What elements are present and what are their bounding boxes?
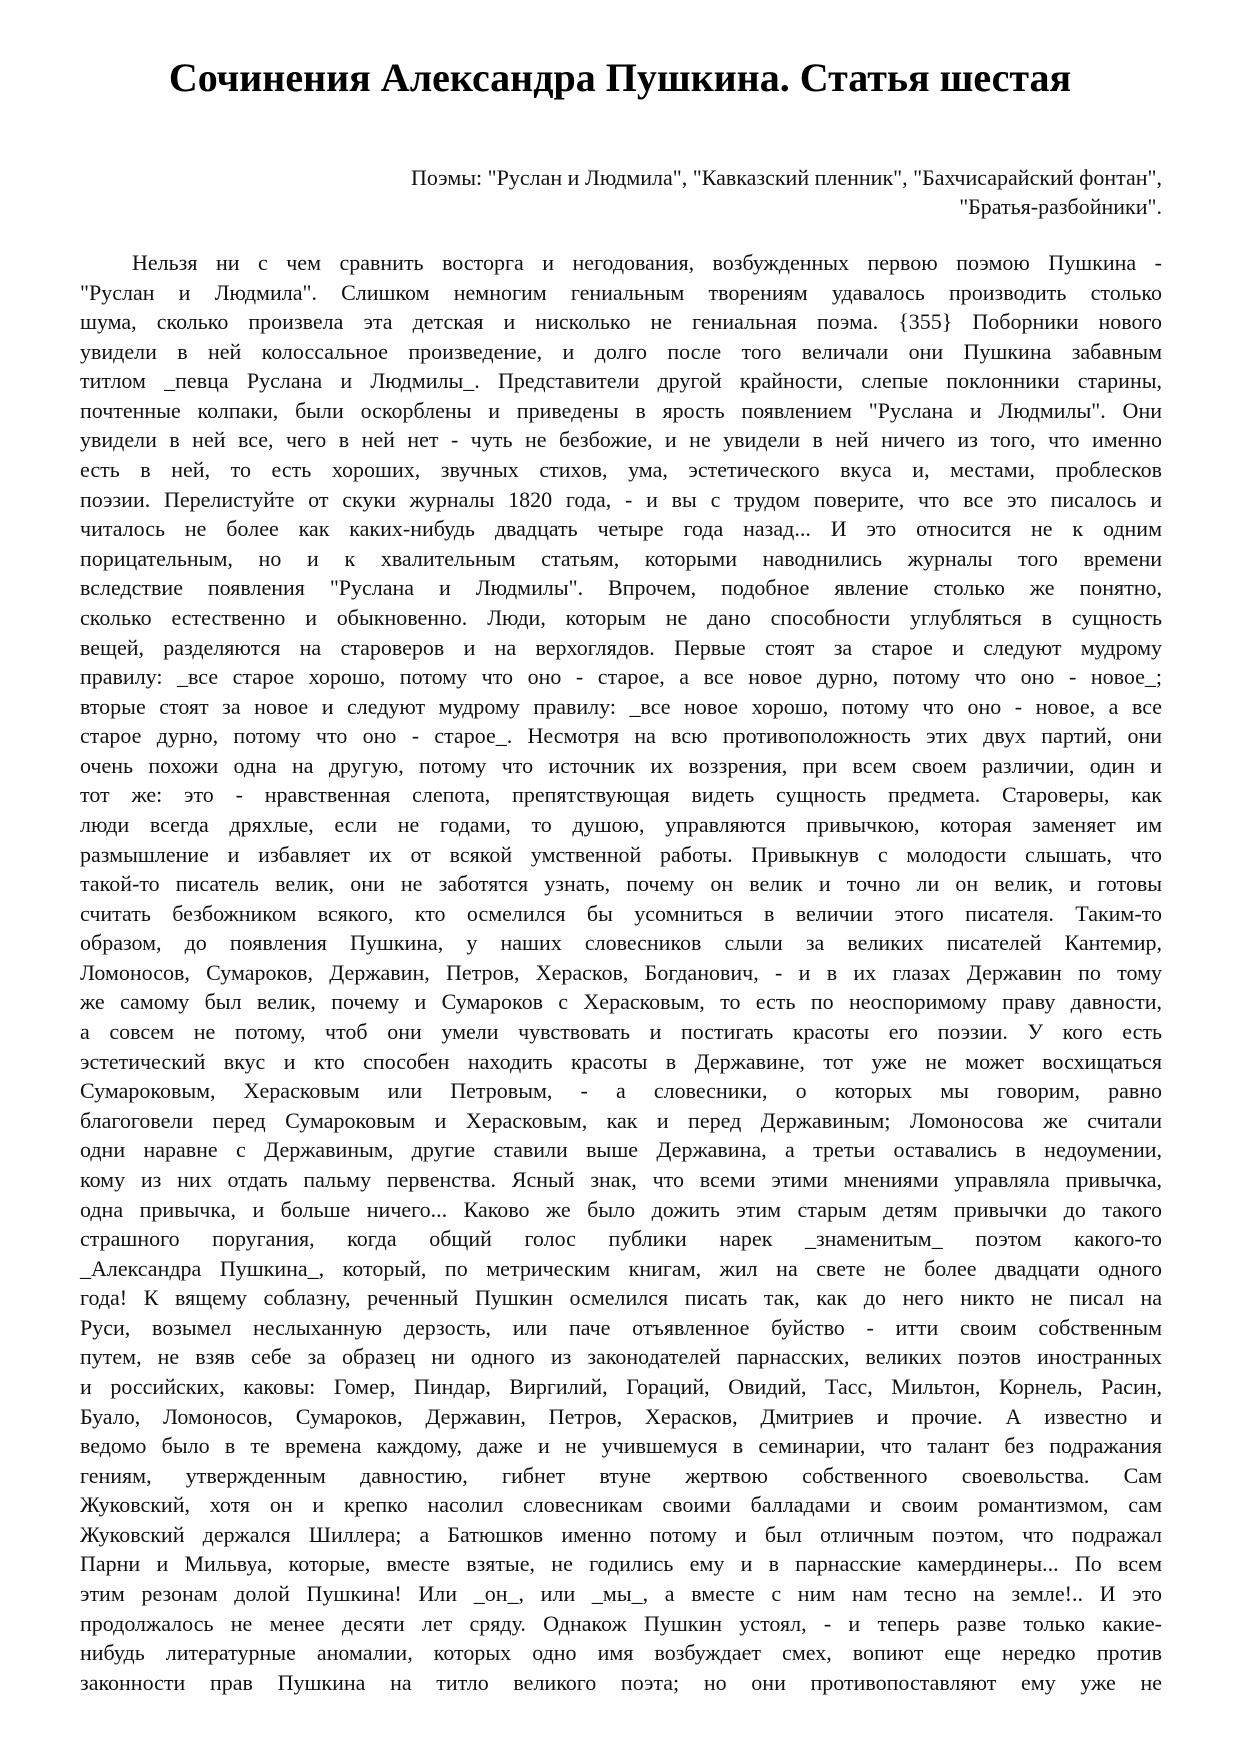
page-title: Сочинения Александра Пушкина. Статья шестая (168, 55, 1072, 100)
text-line: кому из них отдать пальму первенства. Ясный знак, что всеми этими мнениями управляла привычка, (80, 1166, 1162, 1192)
text-line: вещей, разделяются на староверов и на верхоглядов. Первые стоят за старое и следуют мудрому (80, 634, 1162, 660)
text-line: вследствие появления "Руслана и Людмилы". Впрочем, подобное явление столько же понятно, (80, 575, 1162, 601)
text-line: ведомо было в те времена каждому, даже и не учившемуся в семинарии, что талант без подражания (80, 1433, 1162, 1459)
text-line: этим резонам долой Пушкина! Или _он_, или _мы_, а вместе с ним нам тесно на земле!.. И это (80, 1581, 1162, 1607)
text-line: считать безбожником всякого, кто осмелился бы усомниться в величии этого писателя. Таким-то (80, 900, 1162, 926)
text-line: увидели в ней колоссальное произведение, и долго после того величали они Пушкина забавным (80, 338, 1162, 364)
text-line: одна привычка, и больше ничего... Каково же было дожить этим старым детям привычки до такого (80, 1196, 1162, 1222)
text-line: путем, не взяв себе за образец ни одного из законодателей парнасских, великих поэтов иностранных (80, 1344, 1162, 1370)
text-line: Жуковский держался Шиллера; а Батюшков именно потому и был отличным поэтом, что подражал (80, 1521, 1162, 1547)
text-line: одни наравне с Державиным, другие ставили выше Державина, а третьи оставались в недоумении, (80, 1137, 1162, 1163)
text-line: Жуковский, хотя он и крепко насолил словесникам своими балладами и своим романтизмом, сам (80, 1492, 1162, 1518)
text-line: Парни и Мильвуа, которые, вместе взятые, не годились ему и в парнасские камердинеры... По всем (80, 1551, 1162, 1577)
text-line: правилу: _все старое хорошо, потому что оно - старое, а все новое дурно, потому что оно - новое_; (80, 664, 1162, 690)
text-line: очень похожи одна на другую, потому что источник их воззрения, при всем своем различии, один и (80, 752, 1162, 778)
text-line: и российских, каковы: Гомер, Пиндар, Виргилий, Гораций, Овидий, Тасс, Мильтон, Корнель, Расин, (80, 1373, 1162, 1399)
text-line: благоговели перед Сумароковым и Херасковым, как и перед Державиным; Ломоносова же считали (80, 1107, 1162, 1133)
text-line: увидели в ней все, чего в ней нет - чуть не безбожие, и не увидели в ней ничего из того, что именно (80, 427, 1162, 453)
text-line: люди всегда дряхлые, если не годами, то душою, управляются привычкою, которая заменяет им (80, 811, 1162, 837)
text-line: почтенные колпаки, были оскорблены и приведены в ярость появлением "Руслана и Людмилы". Они (80, 397, 1162, 423)
epigraph-line: Поэмы: "Руслан и Людмила", "Кавказский пленник", "Бахчисарайский фонтан", (410, 165, 1162, 190)
epigraph (280, 163, 1162, 221)
text-line: вторые стоят за новое и следуют мудрому правилу: _все новое хорошо, потому что оно - новое, а все (80, 693, 1162, 719)
text-line: а совсем не потому, чтоб они умели чувствовать и постигать красоты его поэзии. У кого есть (80, 1019, 1162, 1045)
text-line: же самому был велик, почему и Сумароков с Херасковым, то есть по неоспоримому праву давности, (80, 989, 1162, 1015)
text-line: читалось не более как каких-нибудь двадцать четыре года назад... И это относится не к одним (80, 516, 1162, 542)
text-line: нибудь литературные аномалии, которых одно имя возбуждает смех, вопиют еще нередко против (80, 1640, 1162, 1666)
text-line: страшного поругания, когда общий голос публики нарек _знаменитым_ поэтом какого-то (80, 1226, 1162, 1252)
text-line: Руси, возымел неслыханную дерзость, или паче отъявленное буйство - итти своим собственным (80, 1314, 1162, 1340)
text-line: законности прав Пушкина на титло великого поэта; но они противопоставляют ему уже не (80, 1669, 1162, 1695)
text-line: такой-то писатель велик, они не заботятся узнать, почему он велик и точно ли он велик, и готовы (80, 871, 1162, 897)
text-line: тот же: это - нравственная слепота, препятствующая видеть сущность предмета. Староверы, как (80, 782, 1162, 808)
epigraph-line: "Братья-разбойники". (959, 194, 1162, 219)
text-line: Сумароковым, Херасковым или Петровым, - а словесники, о которых мы говорим, равно (80, 1078, 1162, 1104)
text-line: старое дурно, потому что оно - старое_. Несмотря на всю противоположность этих двух партий, они (80, 723, 1162, 749)
text-line: сколько естественно и обыкновенно. Люди, которым не дано способности углубляться в сущность (80, 604, 1162, 630)
text-line: Буало, Ломоносов, Сумароков, Державин, Петров, Херасков, Дмитриев и прочие. А известно и (80, 1403, 1162, 1429)
text-line: титлом _певца Руслана и Людмилы_. Представители другой крайности, слепые поклонники старины, (80, 368, 1162, 394)
text-line: есть в ней, то есть хороших, звучных стихов, ума, эстетического вкуса и, местами, проблесков (80, 457, 1162, 483)
text-line: поэзии. Перелистуйте от скуки журналы 1820 года, - и вы с трудом поверите, что все это писалось и (80, 486, 1162, 512)
text-line: образом, до появления Пушкина, у наших словесников слыли за великих писателей Кантемир, (80, 930, 1162, 956)
text-line: _Александра Пушкина_, который, по метрическим книгам, жил на свете не более двадцати одного (80, 1255, 1162, 1281)
text-line: размышление и избавляет их от всякой умственной работы. Привыкнув с молодости слышать, что (80, 841, 1162, 867)
text-line: эстетический вкус и кто способен находить красоты в Державине, тот уже не может восхищаться (80, 1048, 1162, 1074)
text-line: порицательным, но и к хвалительным статьям, которыми наводнились журналы того времени (80, 545, 1162, 571)
text-line: шума, сколько произвела эта детская и нисколько не гениальная поэма. {355} Поборники нового (80, 309, 1162, 335)
body-paragraph (80, 248, 1162, 1697)
text-line: Ломоносов, Сумароков, Державин, Петров, Херасков, Богданович, - и в их глазах Державин по тому (80, 959, 1162, 985)
text-line: "Руслан и Людмила". Слишком немногим гениальным творениям удавалось производить столько (80, 279, 1162, 305)
text-line: года! К вящему соблазну, реченный Пушкин осмелился писать так, как до него никто не писал на (80, 1285, 1162, 1311)
text-line: гениям, утвержденным давностию, гибнет втуне жертвою собственного своевольства. Сам (80, 1462, 1162, 1488)
text-line: продолжалось не менее десяти лет сряду. Однакож Пушкин устоял, - и теперь разве только какие- (80, 1610, 1162, 1636)
text-line: Нельзя ни с чем сравнить восторга и негодования, возбужденных первою поэмою Пушкина - (132, 250, 1162, 275)
